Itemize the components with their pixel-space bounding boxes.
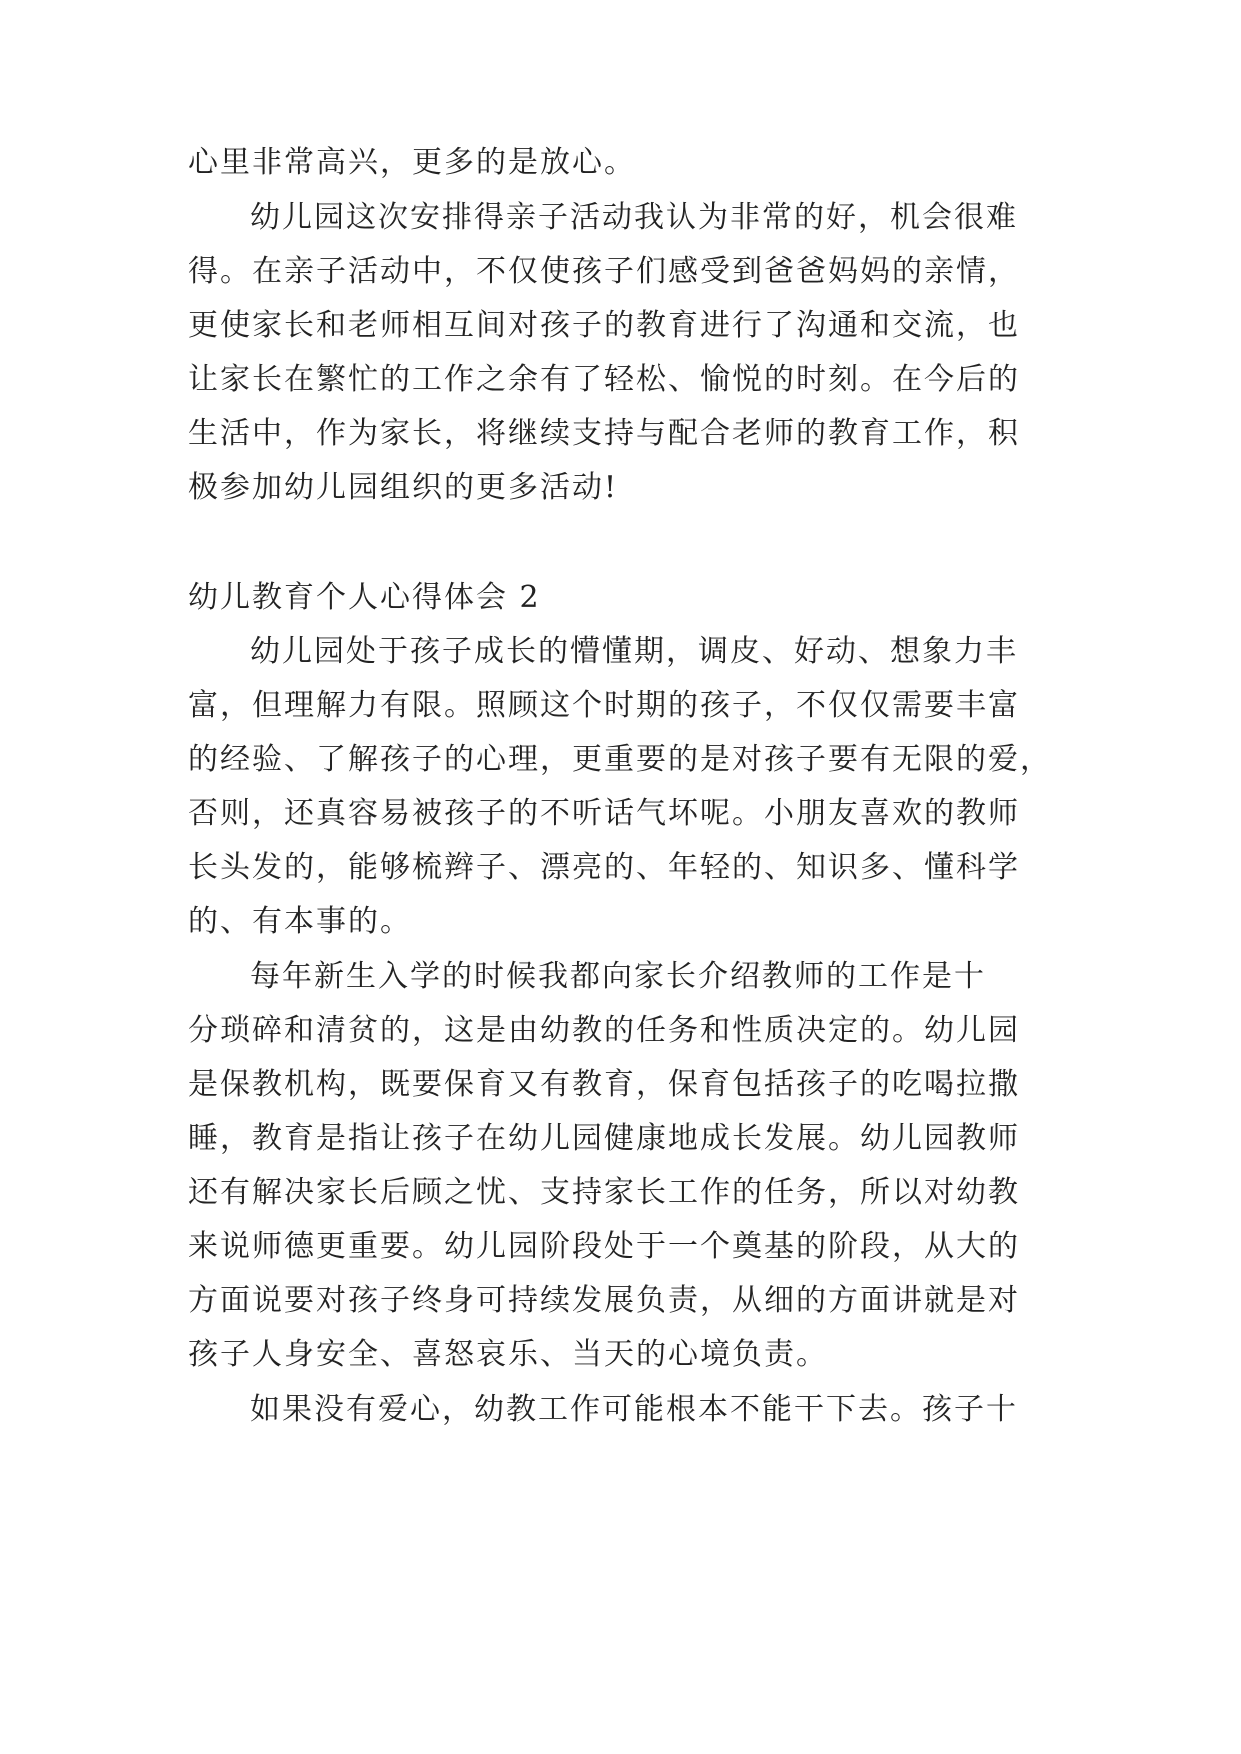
text-line: 长头发的，能够梳辫子、漂亮的、年轻的、知识多、懂科学 — [188, 850, 1020, 885]
text-line: 的、有本事的。 — [188, 904, 412, 939]
text-line: 方面说要对孩子终身可持续发展负责，从细的方面讲就是对 — [188, 1283, 1020, 1318]
text-line: 得。在亲子活动中，不仅使孩子们感受到爸爸妈妈的亲情， — [188, 254, 1020, 289]
paragraph-start-line: 每年新生入学的时候我都向家长介绍教师的工作是十 — [250, 959, 986, 994]
section-heading: 幼儿教育个人心得体会 2 — [188, 580, 541, 615]
text-line: 孩子人身安全、喜怒哀乐、当天的心境负责。 — [188, 1337, 828, 1372]
text-line: 睡，教育是指让孩子在幼儿园健康地成长发展。幼儿园教师 — [188, 1121, 1020, 1156]
paragraph-start-line: 幼儿园处于孩子成长的懵懂期，调皮、好动、想象力丰 — [250, 634, 1018, 669]
paragraph-start-line: 幼儿园这次安排得亲子活动我认为非常的好，机会很难 — [250, 200, 1018, 235]
text-line: 极参加幼儿园组织的更多活动! — [188, 470, 619, 505]
text-line: 富，但理解力有限。照顾这个时期的孩子，不仅仅需要丰富 — [188, 688, 1020, 723]
text-line: 的经验、了解孩子的心理，更重要的是对孩子要有无限的爱， — [188, 742, 1052, 777]
text-line: 让家长在繁忙的工作之余有了轻松、愉悦的时刻。在今后的 — [188, 362, 1020, 397]
text-line: 生活中，作为家长，将继续支持与配合老师的教育工作，积 — [188, 416, 1020, 451]
text-line: 还有解决家长后顾之忧、支持家长工作的任务，所以对幼教 — [188, 1175, 1020, 1210]
text-line: 心里非常高兴，更多的是放心。 — [188, 145, 636, 180]
text-line: 更使家长和老师相互间对孩子的教育进行了沟通和交流，也 — [188, 308, 1020, 343]
text-line: 来说师德更重要。幼儿园阶段处于一个奠基的阶段，从大的 — [188, 1229, 1020, 1264]
paragraph-start-line: 如果没有爱心，幼教工作可能根本不能干下去。孩子十 — [250, 1392, 1018, 1427]
text-line: 否则，还真容易被孩子的不听话气坏呢。小朋友喜欢的教师 — [188, 796, 1020, 831]
text-line: 是保教机构，既要保育又有教育，保育包括孩子的吃喝拉撒 — [188, 1067, 1020, 1102]
text-line: 分琐碎和清贫的，这是由幼教的任务和性质决定的。幼儿园 — [188, 1013, 1020, 1048]
